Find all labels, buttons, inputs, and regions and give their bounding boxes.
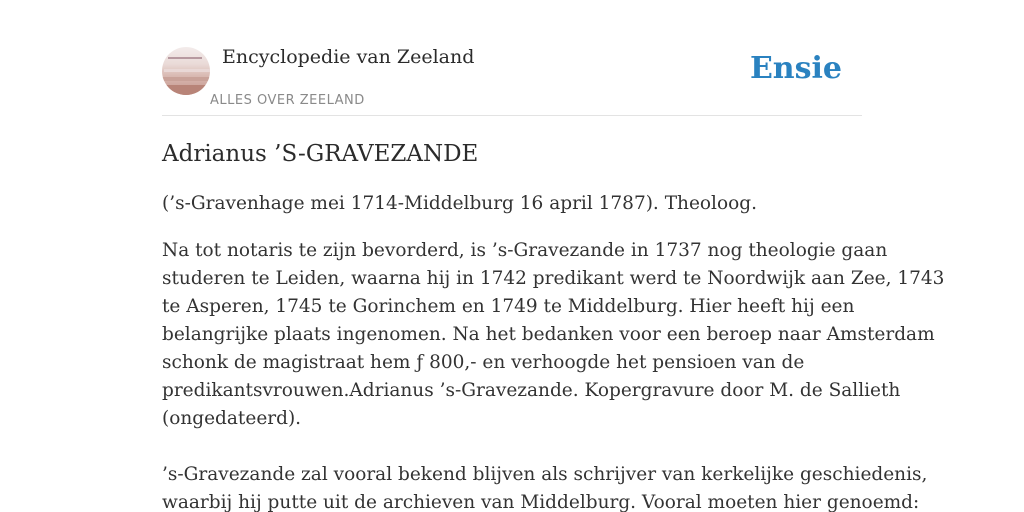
paragraph-gap	[162, 433, 866, 461]
body-line: waarbij hij putte uit de archieven van Middelburg. Vooral moeten hier genoemd:	[162, 492, 920, 512]
body-line: te Asperen, 1745 te Gorinchem en 1749 te Middelburg. Hier heeft hij een	[162, 296, 855, 317]
site-avatar[interactable]	[162, 47, 210, 95]
body-line: studeren te Leiden, waarna hij in 1742 predikant werd te Noordwijk aan Zee, 1743	[162, 268, 945, 289]
brand-logo[interactable]: Ensie	[749, 51, 842, 86]
body-line: Na tot notaris te zijn bevorderd, is ’s-Gravezande in 1737 nog theologie gaan	[162, 240, 888, 261]
body-line: schonk de magistraat hem ƒ 800,- en verhoogde het pensioen van de	[162, 352, 805, 373]
article-title: Adrianus ’S-GRAVEZANDE	[162, 141, 479, 167]
site-title[interactable]: Encyclopedie van Zeeland	[222, 46, 475, 68]
article	[162, 138, 945, 512]
site-header	[162, 44, 862, 116]
article-lead: (’s-Gravenhage mei 1714-Middelburg 16 april 1787). Theoloog.	[162, 193, 757, 214]
body-line: (ongedateerd).	[162, 408, 302, 429]
body-line: belangrijke plaats ingenomen. Na het bedanken voor een beroep naar Amsterdam	[162, 324, 935, 345]
body-line: ’s-Gravezande zal vooral bekend blijven als schrijver van kerkelijke geschiedenis,	[162, 464, 928, 485]
body-line: predikantsvrouwen.Adrianus ’s-Gravezande. Kopergravure door M. de Sallieth	[162, 380, 901, 401]
article-body	[162, 237, 945, 512]
site-subtitle: ALLES OVER ZEELAND	[210, 93, 365, 108]
